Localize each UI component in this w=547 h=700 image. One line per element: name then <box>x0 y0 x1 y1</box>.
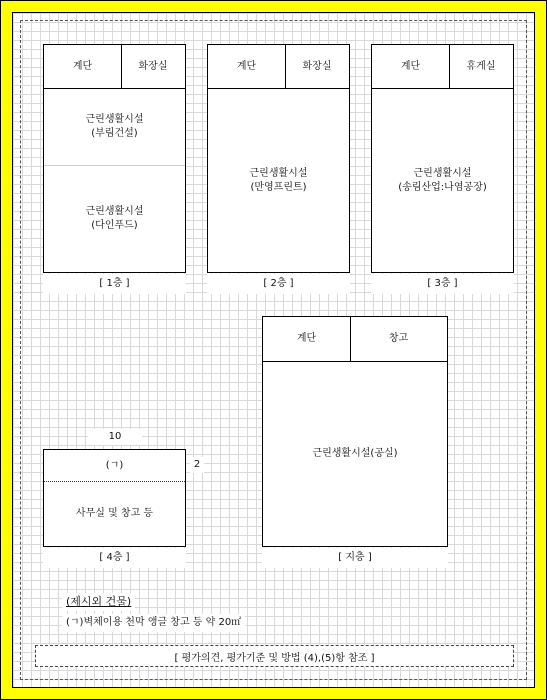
floor-1-caption: [ 1층 ] <box>43 274 186 294</box>
floor-3-caption: [ 3층 ] <box>371 274 514 294</box>
basement-stairs: 계단 <box>296 333 317 344</box>
floor-2-caption: [ 2층 ] <box>207 274 350 294</box>
excluded-building-title: (제시외 건물) <box>62 593 135 611</box>
floor-3-lounge: 휴게실 <box>466 60 496 72</box>
basement-plan <box>262 316 448 547</box>
floor-1-plan <box>43 44 186 273</box>
floor-4-office-storage: 사무실 및 창고 등 <box>75 508 154 519</box>
reference-note: [ 평가의견, 평가기준 및 방법 (4),(5)항 참조 ] <box>35 645 514 667</box>
floor-4-width-label: 10 <box>88 429 142 445</box>
basement-storage: 창고 <box>388 333 409 344</box>
floor-2-stairs: 계단 <box>236 60 257 72</box>
floor-3-tenant: 근린생활시설 (송림산업:나염공장) <box>398 167 487 193</box>
basement-caption: [ 지층 ] <box>262 548 448 568</box>
floor-1-tenant-upper: 근린생활시설 (부림건설) <box>85 114 144 139</box>
floor-3-stairs: 계단 <box>400 60 421 72</box>
floor-2-plan <box>207 44 350 273</box>
floor-1-restroom: 화장실 <box>138 60 168 72</box>
floor-4-plan <box>43 449 186 547</box>
basement-tenant: 근린생활시설(공실) <box>312 448 398 459</box>
floor-3-plan <box>371 44 514 273</box>
floor-4-depth-label: 2 <box>190 457 204 473</box>
floor-4-caption: [ 4층 ] <box>43 548 186 568</box>
excluded-building-item: (ㄱ)벽체이용 천막 앵글 창고 등 약 20㎡ <box>62 614 245 632</box>
floor-1-tenant-lower: 근린생활시설 (다인푸드) <box>85 206 144 231</box>
floor-1-stairs: 계단 <box>72 60 93 72</box>
floor-4-annex: (ㄱ) <box>105 459 124 471</box>
floor-2-tenant: 근린생활시설 (만영프린트) <box>249 167 308 193</box>
floor-2-restroom: 화장실 <box>302 60 332 72</box>
